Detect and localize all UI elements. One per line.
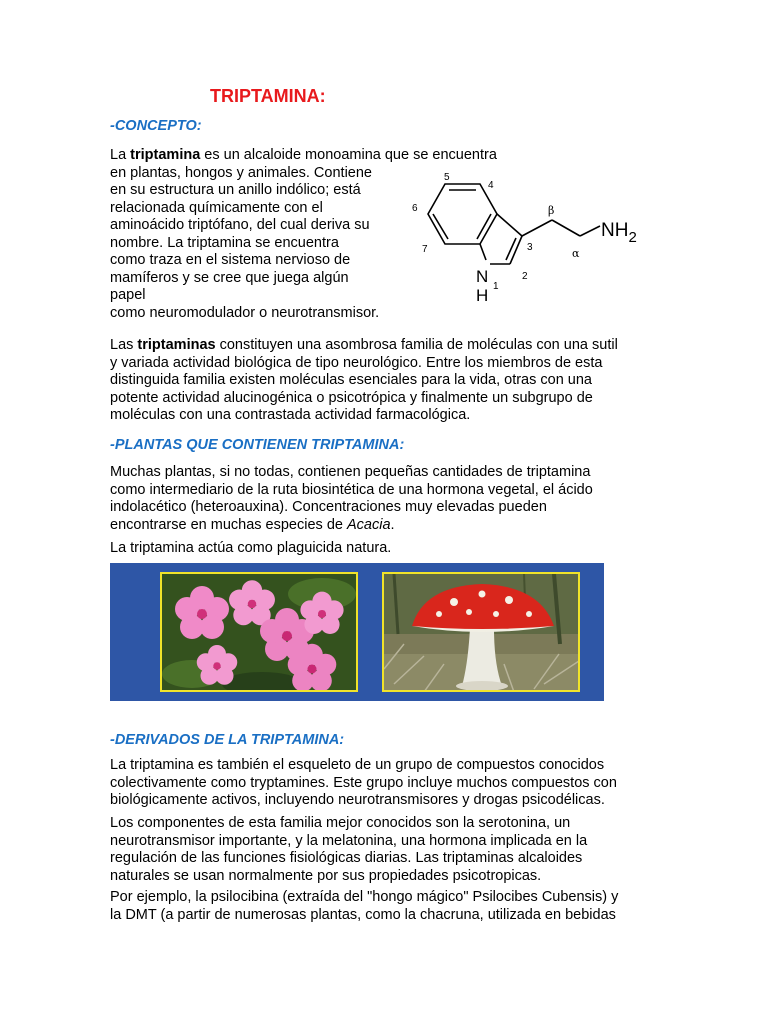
label-position-7: 7 [422,244,428,255]
photo-strip [110,563,604,701]
tryptamine-structure-diagram [400,160,650,310]
paragraph-plantas-2: La triptamina actúa como plaguicida natura. [110,540,392,556]
label-position-1: 1 [493,281,499,292]
paragraph-derivados-1: La triptamina es también el esqueleto de un grupo de compuestos conocidos colectivamente como tryptamines. Este grupo incluye muchos compuestos con biológicamente activos, incluyendo neurotransmisores y drogas psicodélicas. [110,757,617,808]
paragraph-derivados-2: Los componentes de esta familia mejor conocidos son la serotonina, un neurotransmisor importante, y la melatonina, una hormona implicada en la regulación de las funciones fisiológicas diarias. Las triptaminas alcaloides naturales se usan normalmente por sus propiedades psicotropicas. [110,815,588,884]
label-alpha: α [572,247,580,260]
term-triptamina: triptamina [130,147,201,163]
label-ring-hydrogen: H [476,286,489,305]
paragraph-plantas-1: Muchas plantas, si no todas, contienen pequeñas cantidades de triptamina como intermediario de la ruta biosintética de una hormona vegetal, el ácido indolacético (heteroauxina). Concentraciones muy elevadas pueden encontrarse en muchas especies de Acacia. [110,464,593,533]
label-position-4: 4 [488,180,494,191]
label-position-3: 3 [527,242,533,253]
label-beta: β [548,204,555,217]
heading-concepto: -CONCEPTO: [110,118,202,134]
paragraph-concepto-2: Las triptaminas constituyen una asombrosa familia de moléculas con una sutil y variada actividad biológica de tipo neurológico. Entre los miembros de esta distinguida familia existen moléculas esenciales para la vida, otras con una potente actividad alucinogénica o psicotrópica y finalmente un subgrupo de moléculas con una contrastada actividad farmacológica. [110,337,618,423]
paragraph-derivados-3: Por ejemplo, la psilocibina (extraída del "hongo mágico" Psilocibes Cubensis) y la DMT (a partir de numerosas plantas, como la chacruna, utilizada en bebidas [110,889,619,923]
amanita-mushroom-illustration [384,574,580,692]
label-position-2: 2 [522,271,528,282]
heading-plantas: -PLANTAS QUE CONTIENEN TRIPTAMINA: [110,437,405,453]
amanita-mushroom-image [382,572,580,692]
heading-derivados: -DERIVADOS DE LA TRIPTAMINA: [110,732,345,748]
label-amine: $NH_2$ [601,220,637,246]
periwinkle-flowers-illustration [162,574,358,692]
term-triptaminas: triptaminas [137,337,216,353]
paragraph-concepto-1: La triptamina es un alcaloide monoamina que se encuentra en plantas, hongos y animales. Contiene en su estructura un anillo indólico; está relacionada químicamente con el aminoácido triptófano, del cual deriva su nombre. La triptamina se encuentra como traza en el sistema nervioso de mamíferos y se cree que juega algún papel como neuromodulador o neurotransmisor. [110,147,497,321]
label-ring-nitrogen: N [476,267,489,286]
periwinkle-flowers-image [160,572,358,692]
term-acacia: Acacia [346,516,391,533]
label-position-6: 6 [412,203,418,214]
page-title: TRIPTAMINA: [210,86,326,106]
label-position-5: 5 [444,172,450,183]
